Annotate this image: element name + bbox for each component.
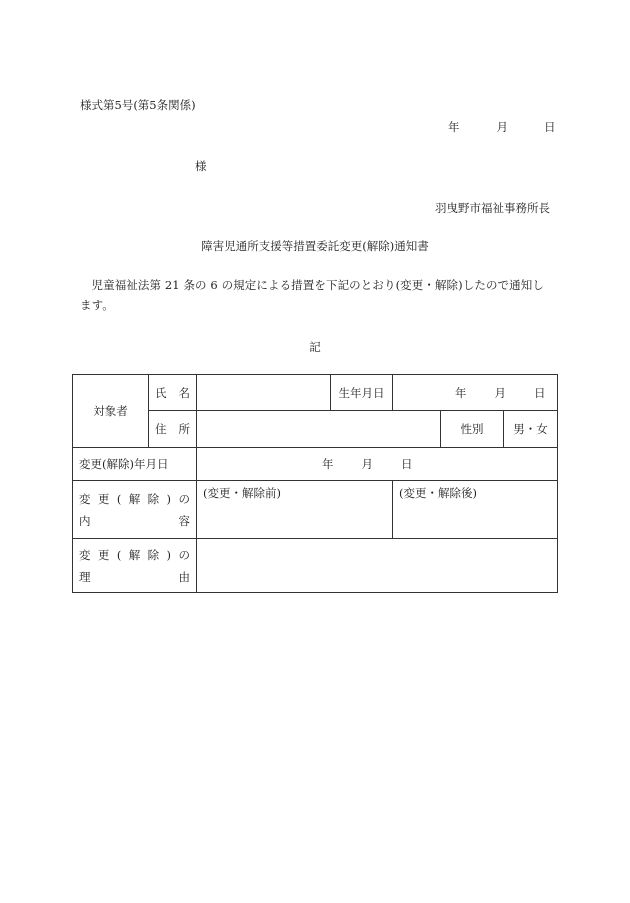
birthdate-label: 生年月日 bbox=[331, 375, 393, 411]
reason-field[interactable] bbox=[197, 539, 558, 593]
subject-label: 対象者 bbox=[73, 375, 149, 448]
address-label: 住 所 bbox=[149, 411, 197, 448]
name-label: 氏 名 bbox=[149, 375, 197, 411]
content-before-field[interactable] bbox=[197, 481, 393, 539]
issue-date-year: 年 bbox=[448, 120, 460, 134]
body-text: 児童福祉法第 21 条の 6 の規定による措置を下記のとおり(変更・解除)したので通知します。 bbox=[80, 278, 544, 312]
birthdate-month: 月 bbox=[494, 385, 506, 400]
form-number: 様式第5号(第5条関係) bbox=[80, 98, 196, 112]
gender-label: 性別 bbox=[441, 411, 504, 448]
addressee-suffix: 様 bbox=[195, 159, 207, 173]
change-date-day: 日 bbox=[401, 457, 413, 471]
issue-date bbox=[448, 119, 556, 135]
after-label: (変更・解除後) bbox=[399, 486, 477, 500]
reason-label: 変 更 ( 解 除 ) の 理 由 bbox=[73, 539, 197, 593]
gender-value[interactable]: 男・女 bbox=[504, 411, 558, 448]
issue-date-month: 月 bbox=[496, 120, 508, 134]
name-field[interactable] bbox=[197, 375, 331, 411]
ki-heading: 記 bbox=[309, 340, 321, 354]
change-date-month: 月 bbox=[361, 457, 373, 471]
content-after-field[interactable] bbox=[393, 481, 558, 539]
content-label: 変 更 ( 解 除 ) の 内 容 bbox=[73, 481, 197, 539]
before-label: (変更・解除前) bbox=[203, 486, 281, 500]
birthdate-day: 日 bbox=[534, 385, 546, 400]
change-date-year: 年 bbox=[322, 457, 334, 471]
notice-table bbox=[72, 374, 558, 593]
birthdate-field[interactable] bbox=[393, 375, 558, 411]
address-field[interactable] bbox=[197, 411, 441, 448]
issue-date-day: 日 bbox=[544, 120, 556, 134]
change-date-label: 変更(解除)年月日 bbox=[73, 448, 197, 481]
document-title: 障害児通所支援等措置委託変更(解除)通知書 bbox=[201, 239, 429, 253]
birthdate-year: 年 bbox=[455, 385, 467, 400]
issuer-name: 羽曳野市福祉事務所長 bbox=[435, 201, 550, 215]
change-date-field[interactable] bbox=[197, 448, 558, 481]
